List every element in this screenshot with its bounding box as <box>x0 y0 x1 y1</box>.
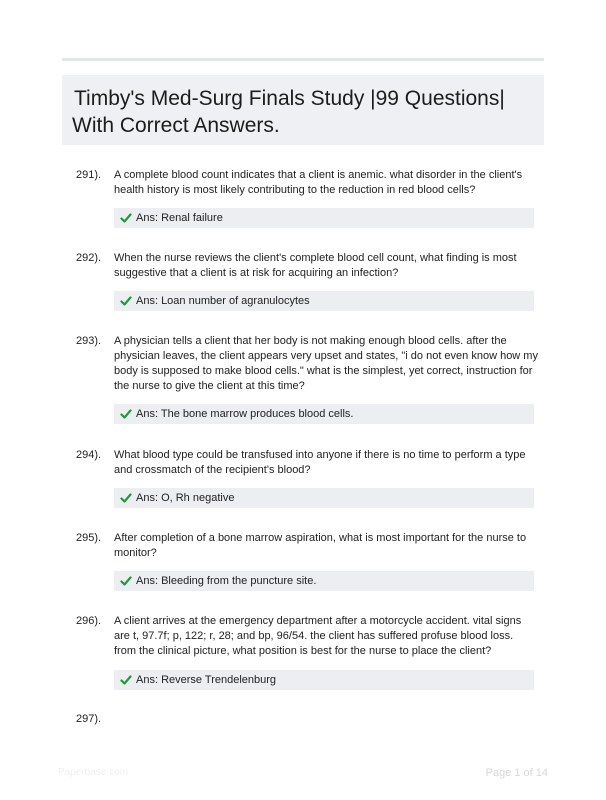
page-title-line-1: Timby's Med-Surg Finals Study |99 Questions| <box>74 87 505 110</box>
question-number: 296). <box>76 615 102 627</box>
answer-box <box>114 571 534 591</box>
question-number: 291). <box>76 169 102 181</box>
question-text: When the nurse reviews the client's complete blood cell count, what finding is most suggestive that a client is at risk for acquiring an infection? <box>114 252 517 279</box>
answer-box <box>114 291 534 311</box>
answer-text: Ans: O, Rh negative <box>136 492 235 504</box>
question-number: 295). <box>76 532 102 544</box>
question-text: What blood type could be transfused into anyone if there is no time to perform a type and crossmatch of the recipient's blood? <box>114 449 526 476</box>
answer-text: Ans: The bone marrow produces blood cells. <box>136 408 354 420</box>
check-icon <box>120 575 132 587</box>
top-divider <box>62 58 544 61</box>
question-text: A complete blood count indicates that a client is anemic. what disorder in the client's health history is most likely contributing to the reduction in red blood cells? <box>114 169 523 196</box>
page-title-line-2: With Correct Answers. <box>72 114 280 137</box>
answer-text: Ans: Loan number of agranulocytes <box>136 295 310 307</box>
answer-box <box>114 670 534 690</box>
check-icon <box>120 408 132 420</box>
question-text: A physician tells a client that her body is not making enough blood cells. after the physician leaves, the client appears very upset and states, "i do not even know how my body is supposed to make blood cells." what is the simplest, yet correct, instruction for the nurse to give the client at this time? <box>114 335 538 392</box>
answer-box <box>114 404 534 424</box>
answer-box <box>114 488 534 508</box>
question-number: 294). <box>76 449 102 461</box>
title-banner <box>62 75 544 145</box>
question-text: After completion of a bone marrow aspiration, what is most important for the nurse to monitor? <box>114 532 527 559</box>
page-indicator: Page 1 of 14 <box>485 767 548 779</box>
check-icon <box>120 674 132 686</box>
question-number: 297). <box>76 713 102 725</box>
answer-text: Ans: Bleeding from the puncture site. <box>136 575 317 587</box>
answer-box <box>114 208 534 228</box>
footer-site-watermark: Paperbase.com <box>58 767 129 778</box>
answer-text: Ans: Reverse Trendelenburg <box>136 674 277 686</box>
question-text: A client arrives at the emergency department after a motorcycle accident. vital signs are t, 97.7f; p, 122; r, 28; and bp, 96/54. the client has suffered profuse blood loss. from the clinical picture, what position is best for the nurse to place the client? <box>114 615 522 657</box>
check-icon <box>120 492 132 504</box>
question-number: 293). <box>76 335 102 347</box>
question-number: 292). <box>76 252 102 264</box>
check-icon <box>120 295 132 307</box>
check-icon <box>120 212 132 224</box>
answer-text: Ans: Renal failure <box>136 212 223 224</box>
